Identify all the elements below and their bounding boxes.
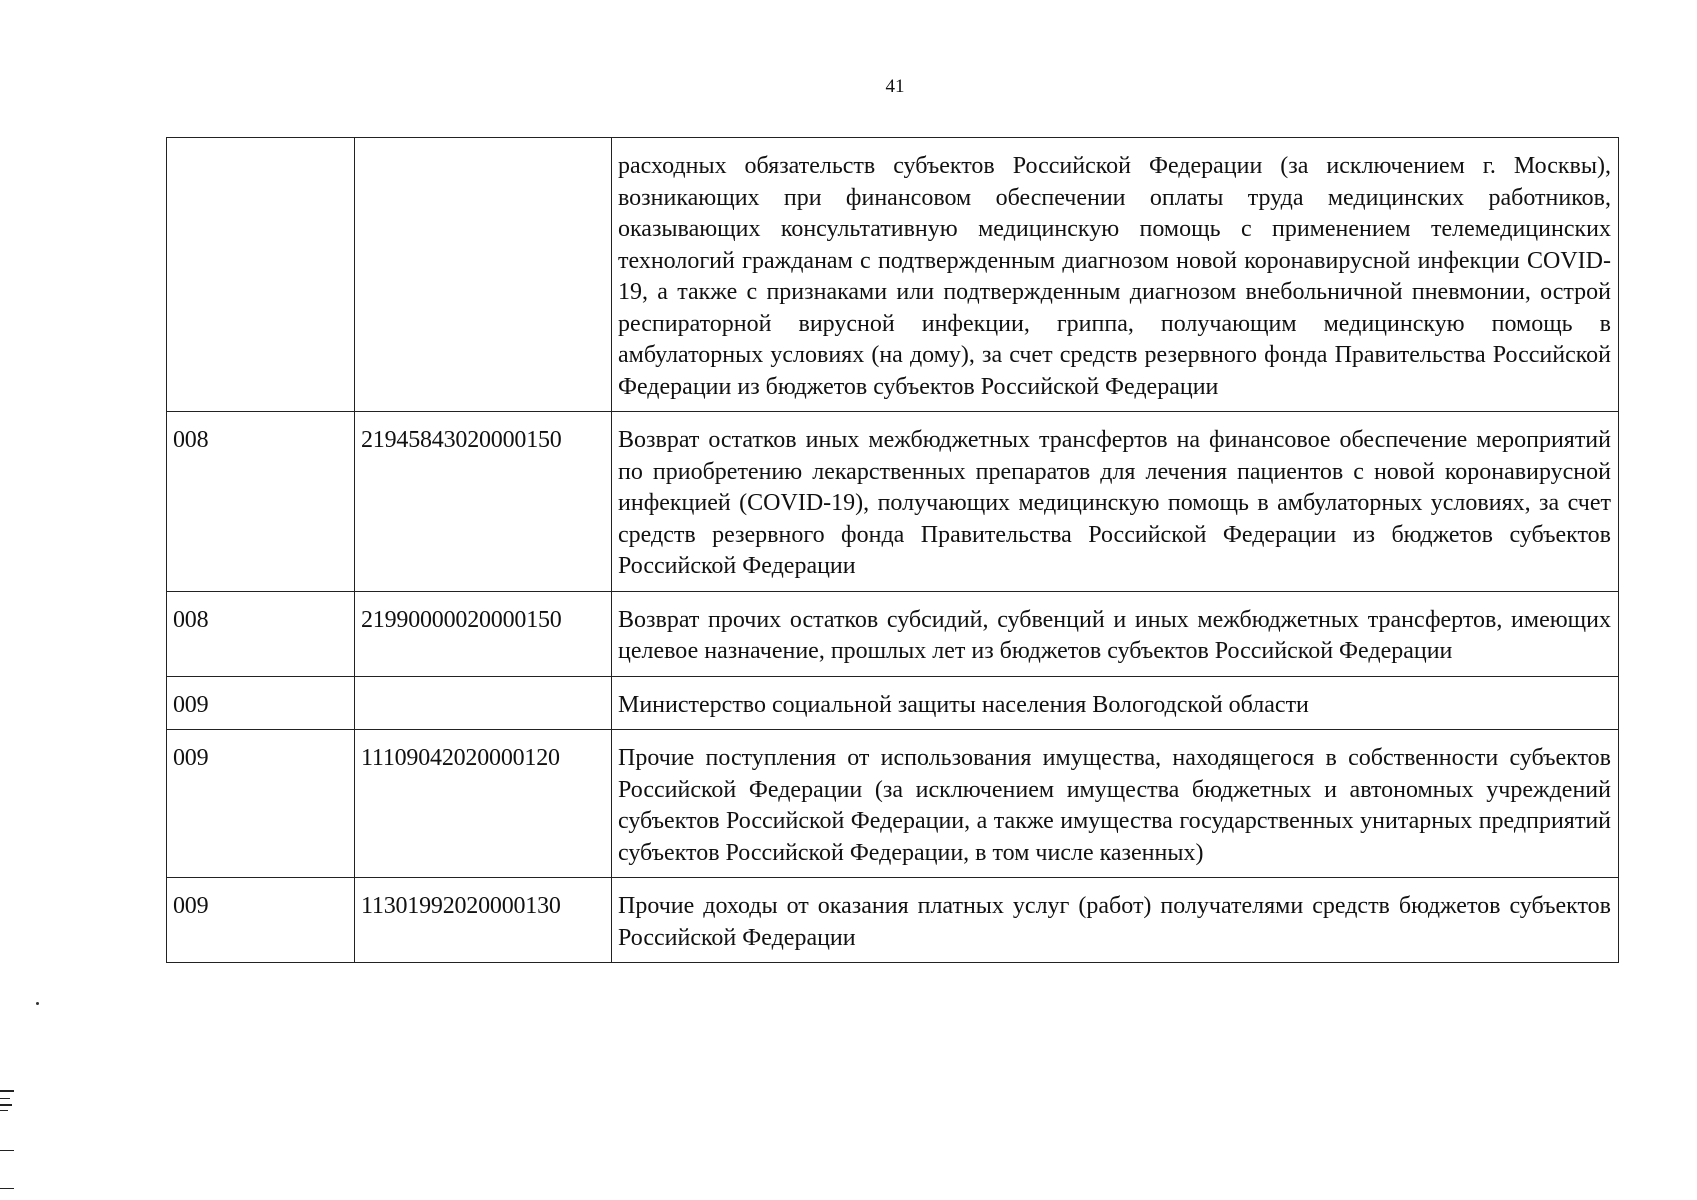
revenue-code-cell: 21990000020000150: [355, 591, 612, 676]
table-row: [167, 676, 1619, 730]
scan-edge-mark: [0, 1150, 14, 1151]
table-row: [167, 138, 1619, 412]
admin-code-cell: 009: [167, 878, 355, 963]
revenue-classification-table: [166, 137, 1619, 963]
description-cell: Прочие поступления от использования имущества, находящегося в собственности субъектов Российской Федерации (за исключением имущества бюджетных и автономных учреждений субъектов Российской Федерации, а также имущества государственных унитарных предприятий субъектов Российской Федерации, в том числе казенных): [612, 730, 1619, 878]
revenue-code-cell: 11301992020000130: [355, 878, 612, 963]
admin-code-cell: [167, 138, 355, 412]
table-row: [167, 412, 1619, 592]
table-row: [167, 591, 1619, 676]
scan-edge-mark: [0, 1090, 14, 1092]
scan-edge-mark: [0, 1110, 8, 1111]
page-number: 41: [885, 76, 905, 97]
description-cell: Возврат прочих остатков субсидий, субвенций и иных межбюджетных трансфертов, имеющих целевое назначение, прошлых лет из бюджетов субъектов Российской Федерации: [612, 591, 1619, 676]
revenue-code-cell: 21945843020000150: [355, 412, 612, 592]
admin-code-cell: 008: [167, 412, 355, 592]
description-cell: расходных обязательств субъектов Российской Федерации (за исключением г. Москвы), возникающих при финансовом обеспечении оплаты труда медицинских работников, оказывающих консультативную медицинскую помощь с применением телемедицинских технологий гражданам с подтвержденным диагнозом новой коронавирусной инфекции COVID-19, а также с признаками или подтвержденным диагнозом внебольничной пневмонии, острой респираторной вирусной инфекции, гриппа, получающим медицинскую помощь в амбулаторных условиях (на дому), за счет средств резервного фонда Правительства Российской Федерации из бюджетов субъектов Российской Федерации: [612, 138, 1619, 412]
admin-code-cell: 009: [167, 676, 355, 730]
revenue-code-cell: [355, 138, 612, 412]
description-cell: Министерство социальной защиты населения Вологодской области: [612, 676, 1619, 730]
scan-edge-mark: [0, 1188, 14, 1189]
admin-code-cell: 008: [167, 591, 355, 676]
description-cell: Возврат остатков иных межбюджетных трансфертов на финансовое обеспечение мероприятий по приобретению лекарственных препаратов для лечения пациентов с новой коронавирусной инфекцией (COVID-19), получающих медицинскую помощь в амбулаторных условиях, за счет средств резервного фонда Правительства Российской Федерации из бюджетов субъектов Российской Федерации: [612, 412, 1619, 592]
admin-code-cell: 009: [167, 730, 355, 878]
table-row: [167, 730, 1619, 878]
scan-edge-mark: [0, 1104, 12, 1106]
scan-edge-mark: [0, 1098, 10, 1099]
revenue-code-cell: 11109042020000120: [355, 730, 612, 878]
description-cell: Прочие доходы от оказания платных услуг (работ) получателями средств бюджетов субъектов Российской Федерации: [612, 878, 1619, 963]
table-row: [167, 878, 1619, 963]
scan-speck: [36, 1002, 39, 1005]
revenue-code-cell: [355, 676, 612, 730]
